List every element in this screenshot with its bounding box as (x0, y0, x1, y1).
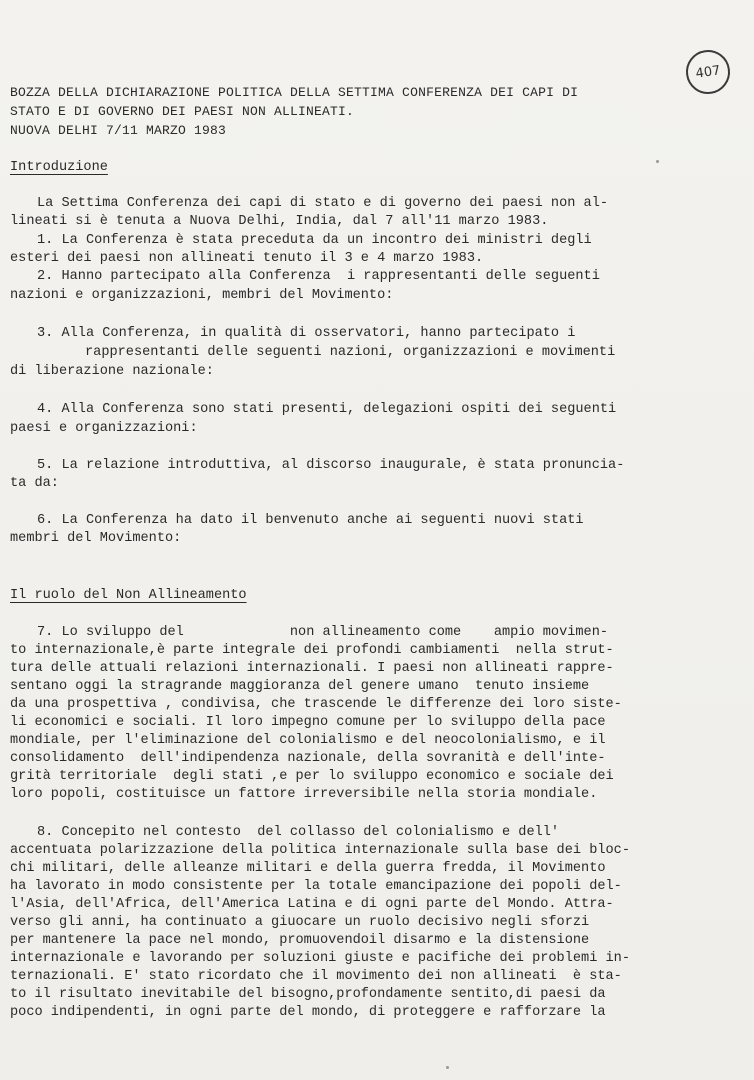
paragraph-3-line: 3. Alla Conferenza, in qualità di osservatori, hanno partecipato i (37, 326, 576, 341)
section-title-introduzione: Introduzione (10, 160, 108, 175)
paragraph-5-line: 5. La relazione introduttiva, al discorso inaugurale, è stata pronuncia- (37, 458, 625, 473)
section-title-ruolo: Il ruolo del Non Allineamento (10, 588, 247, 603)
paragraph-7-line: consolidamento dell'indipendenza nazionale, della sovranità e dell'inte- (10, 751, 606, 766)
paragraph-7-line: loro popoli, costituisce un fattore irreversibile nella storia mondiale. (10, 787, 598, 802)
intro-line: esteri dei paesi non allineati tenuto il 3 e 4 marzo 1983. (10, 251, 484, 266)
scan-speck (656, 160, 659, 163)
intro-line: 1. La Conferenza è stata preceduta da un incontro dei ministri degli (37, 233, 592, 248)
paragraph-7-line: to internazionale,è parte integrale dei profondi cambiamenti nella strut- (10, 643, 614, 658)
paragraph-6-line: 6. La Conferenza ha dato il benvenuto anche ai seguenti nuovi stati (37, 513, 584, 528)
paragraph-8-line: l'Asia, dell'Africa, dell'America Latina e di ogni parte del Mondo. Attra- (10, 897, 614, 912)
header-line-3: NUOVA DELHI 7/11 MARZO 1983 (10, 123, 227, 138)
page-number-stamp: 407 (683, 47, 733, 97)
paragraph-6-line: membri del Movimento: (10, 531, 182, 546)
paragraph-7-line: da una prospettiva , condivisa, che trascende le differenze dei loro siste- (10, 697, 622, 712)
intro-line: lineati si è tenuta a Nuova Delhi, India, dal 7 all'11 marzo 1983. (10, 214, 549, 229)
paragraph-7-line: sentano oggi la stragrande maggioranza del genere umano tenuto insieme (10, 679, 590, 694)
paragraph-7-line: 7. Lo sviluppo del non allineamento come ampio movimen- (37, 625, 609, 640)
paragraph-4-line: paesi e organizzazioni: (10, 421, 198, 436)
intro-line: 2. Hanno partecipato alla Conferenza i rappresentanti delle seguenti (37, 269, 600, 284)
paragraph-8-line: poco indipendenti, in ogni parte del mondo, di proteggere e rafforzare la (10, 1005, 606, 1020)
paragraph-8-line: per mantenere la pace nel mondo, promuovendoil disarmo e la distensione (10, 933, 590, 948)
paragraph-3-line: di liberazione nazionale: (10, 364, 214, 379)
paragraph-7-line: mondiale, per l'eliminazione del colonialismo e del neocolonialismo, e il (10, 733, 606, 748)
scan-speck (446, 1066, 449, 1069)
intro-line: La Settima Conferenza dei capi di stato e di governo dei paesi non al- (37, 196, 609, 211)
paragraph-8-line: ternazionali. E' stato ricordato che il movimento dei non allineati è sta- (10, 969, 622, 984)
paragraph-8-line: verso gli anni, ha continuato a giuocare un ruolo decisivo negli sforzi (10, 915, 590, 930)
paragraph-8-line: to il risultato inevitabile del bisogno,profondamente sentito,di paesi da (10, 987, 606, 1002)
paragraph-8-line: accentuata polarizzazione della politica internazionale sulla base dei bloc- (10, 843, 630, 858)
paragraph-3-line: rappresentanti delle seguenti nazioni, organizzazioni e movimenti (85, 345, 616, 360)
paragraph-7-line: grità territoriale degli stati ,e per lo sviluppo economico e sociale dei (10, 769, 614, 784)
paragraph-8-line: ha lavorato in modo consistente per la totale emancipazione dei popoli del- (10, 879, 622, 894)
paragraph-7-line: li economici e sociali. Il loro impegno comune per lo sviluppo della pace (10, 715, 606, 730)
intro-line: nazioni e organizzazioni, membri del Movimento: (10, 288, 394, 303)
header-line-1: BOZZA DELLA DICHIARAZIONE POLITICA DELLA SETTIMA CONFERENZA DEI CAPI DI (10, 85, 579, 100)
header-line-2: STATO E DI GOVERNO DEI PAESI NON ALLINEATI. (10, 104, 355, 119)
paragraph-8-line: 8. Concepito nel contesto del collasso del colonialismo e dell' (37, 825, 560, 840)
paragraph-8-line: chi militari, delle alleanze militari e della guerra fredda, il Movimento (10, 861, 606, 876)
paragraph-8-line: internazionale e lavorando per soluzioni giuste e pacifiche dei problemi in- (10, 951, 630, 966)
paragraph-7-line: tura delle attuali relazioni internazionali. I paesi non allineati rappre- (10, 661, 614, 676)
paragraph-4-line: 4. Alla Conferenza sono stati presenti, delegazioni ospiti dei seguenti (37, 402, 617, 417)
paragraph-5-line: ta da: (10, 476, 59, 491)
